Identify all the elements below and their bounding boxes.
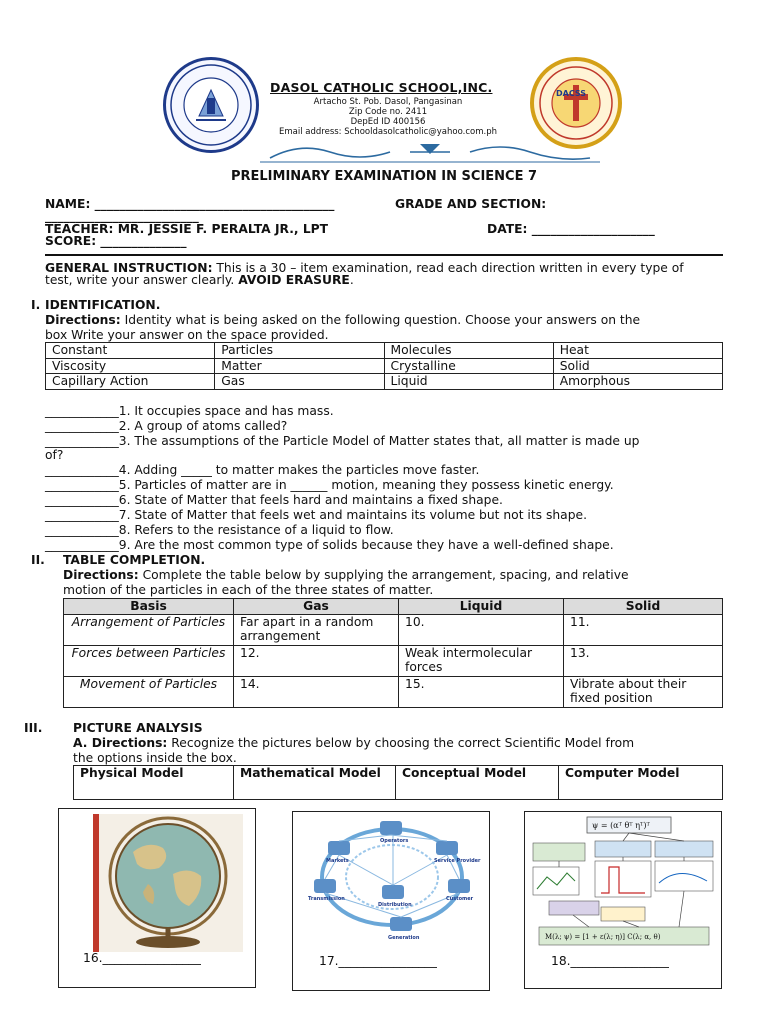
answer-17[interactable]: 17.________________ — [319, 954, 437, 968]
choice-cell: Gas — [215, 374, 384, 390]
choices-row — [46, 358, 723, 374]
states-table — [63, 598, 723, 708]
choice-cell: Solid — [553, 358, 722, 374]
directions-label: Directions: — [63, 568, 139, 582]
states-row — [64, 676, 723, 707]
directions-text: Identity what is being asked on the following question. Choose your answers on the — [120, 313, 641, 327]
identification-item[interactable]: ____________4. Adding _____ to matter makes the particles move faster. — [45, 463, 480, 477]
option-conceptual-model: Conceptual Model — [396, 766, 559, 800]
score-field[interactable]: SCORE: ______________ — [45, 234, 187, 248]
picture-17-box — [292, 811, 490, 991]
states-header-cell: Solid — [564, 599, 723, 615]
general-instruction-line-2 — [45, 273, 354, 287]
net-label-transmission: Transmission — [308, 896, 345, 902]
part3-directions-2: the options inside the box. — [73, 751, 237, 765]
choice-cell: Crystalline — [384, 358, 553, 374]
seal-right-text: DACSS — [556, 89, 587, 98]
answer-16[interactable]: 16.________________ — [83, 951, 201, 965]
picture-16-box — [58, 808, 256, 988]
states-row — [64, 645, 723, 676]
answer-cell[interactable]: 11. — [564, 614, 723, 645]
answer-18[interactable]: 18.________________ — [551, 954, 669, 968]
part1-numeral: I. — [31, 298, 41, 312]
option-mathematical-model: Mathematical Model — [234, 766, 396, 800]
part1-directions-2: box Write your answer on the space provided. — [45, 328, 329, 342]
net-label-service-provider: Service Provider — [434, 858, 481, 864]
choice-cell: Constant — [46, 343, 215, 359]
answer-cell[interactable]: 12. — [234, 645, 399, 676]
address-line-3: DepEd ID 400156 — [350, 117, 426, 127]
model-options-table — [73, 765, 723, 800]
exam-title: PRELIMINARY EXAMINATION IN SCIENCE 7 — [230, 169, 538, 184]
directions-label: A. Directions: — [73, 736, 168, 750]
net-label-generation: Generation — [388, 935, 420, 941]
school-seal-right — [530, 57, 622, 149]
answer-cell[interactable]: Weak intermolecular forces — [399, 645, 564, 676]
identification-item[interactable]: ____________8. Refers to the resistance of a liquid to flow. — [45, 523, 394, 537]
avoid-erasure: AVOID ERASURE — [238, 273, 350, 287]
choices-table — [45, 342, 723, 390]
grade-section-field[interactable]: _________________________ — [45, 209, 199, 223]
part2-directions-1 — [63, 568, 629, 582]
answer-cell[interactable]: 13. — [564, 645, 723, 676]
choice-cell: Heat — [553, 343, 722, 359]
part1-directions-1 — [45, 313, 640, 327]
states-header-cell: Gas — [234, 599, 399, 615]
answer-cell[interactable]: Vibrate about their fixed position — [564, 676, 723, 707]
states-header-cell: Basis — [64, 599, 234, 615]
choice-cell: Matter — [215, 358, 384, 374]
grade-section-label: GRADE AND SECTION: — [395, 197, 547, 211]
general-instruction-text-1: This is a 30 – item examination, read each direction written in every type of — [212, 261, 684, 275]
choice-cell: Particles — [215, 343, 384, 359]
name-field[interactable]: NAME: _______________________________________ — [45, 197, 335, 211]
states-header-cell: Liquid — [399, 599, 564, 615]
address-line-2: Zip Code no. 2411 — [348, 107, 428, 117]
formula-flow-image — [529, 815, 719, 947]
globe-image — [93, 814, 243, 952]
part3-directions-1 — [73, 736, 634, 750]
part1-heading: IDENTIFICATION. — [45, 298, 161, 312]
formula-top: ψ = (αᵀ θᵀ ηᵀ)ᵀ — [592, 821, 650, 830]
identification-item[interactable]: of? — [45, 448, 64, 462]
part3-heading: PICTURE ANALYSIS — [73, 721, 203, 735]
identification-item[interactable]: ____________3. The assumptions of the Particle Model of Matter states that, all matter is made up — [45, 434, 640, 448]
choice-cell: Viscosity — [46, 358, 215, 374]
directions-text: Complete the table below by supplying the arrangement, spacing, and relative — [138, 568, 629, 582]
part3-numeral: III. — [24, 721, 43, 735]
choice-cell: Capillary Action — [46, 374, 215, 390]
option-computer-model: Computer Model — [559, 766, 723, 800]
instruction-end: . — [349, 273, 354, 287]
school-seal-left — [163, 57, 259, 153]
states-row — [64, 614, 723, 645]
choice-cell: Amorphous — [553, 374, 722, 390]
general-instruction-text-2: test, write your answer clearly. — [45, 273, 239, 287]
net-label-markets: Markets — [326, 858, 349, 864]
identification-item[interactable]: ____________2. A group of atoms called? — [45, 419, 288, 433]
identification-item[interactable]: ____________7. State of Matter that feels wet and maintains its volume but not its shape. — [45, 508, 587, 522]
info-divider — [45, 254, 723, 256]
answer-cell[interactable]: Far apart in a random arrangement — [234, 614, 399, 645]
part2-heading: TABLE COMPLETION. — [63, 553, 206, 567]
answer-cell[interactable]: 14. — [234, 676, 399, 707]
date-field[interactable]: DATE: ____________________ — [487, 222, 655, 236]
directions-text: Recognize the pictures below by choosing the correct Scientific Model from — [167, 736, 635, 750]
network-diagram-image — [298, 815, 486, 945]
teacher-line: TEACHER: MR. JESSIE F. PERALTA JR., LPT — [45, 222, 329, 236]
basis-cell: Movement of Particles — [64, 676, 234, 707]
identification-item[interactable]: ____________9. Are the most common type of solids because they have a well-defined shape. — [45, 538, 614, 552]
formula-bottom: M(λ; ψ) = [1 + ε(λ; η)] C(λ; α, θ) — [545, 933, 661, 941]
identification-item[interactable]: ____________6. State of Matter that feels hard and maintains a fixed shape. — [45, 493, 503, 507]
general-instruction-label: GENERAL INSTRUCTION: — [45, 261, 213, 275]
choices-row — [46, 374, 723, 390]
choice-cell: Liquid — [384, 374, 553, 390]
identification-item[interactable]: ____________1. It occupies space and has mass. — [45, 404, 334, 418]
header-divider-ornament — [260, 140, 600, 164]
part2-numeral: II. — [31, 553, 45, 567]
choice-cell: Molecules — [384, 343, 553, 359]
option-physical-model: Physical Model — [74, 766, 234, 800]
basis-cell: Forces between Particles — [64, 645, 234, 676]
school-name: DASOL CATHOLIC SCHOOL,INC. — [270, 80, 493, 95]
choices-row — [46, 343, 723, 359]
net-label-distribution: Distribution — [378, 902, 412, 908]
email-line: Email address: Schooldasolcatholic@yahoo.com.ph — [279, 127, 497, 137]
directions-label: Directions: — [45, 313, 121, 327]
address-line-1: Artacho St. Pob. Dasol, Pangasinan — [313, 97, 463, 107]
answer-cell[interactable]: 15. — [399, 676, 564, 707]
net-label-operators: Operators — [380, 838, 409, 844]
basis-cell: Arrangement of Particles — [64, 614, 234, 645]
picture-18-box — [524, 811, 722, 989]
identification-item[interactable]: ____________5. Particles of matter are in ______ motion, meaning they possess kinetic energy. — [45, 478, 614, 492]
net-label-customer: Customer — [446, 896, 474, 902]
answer-cell[interactable]: 10. — [399, 614, 564, 645]
part2-directions-2: motion of the particles in each of the three states of matter. — [63, 583, 434, 597]
